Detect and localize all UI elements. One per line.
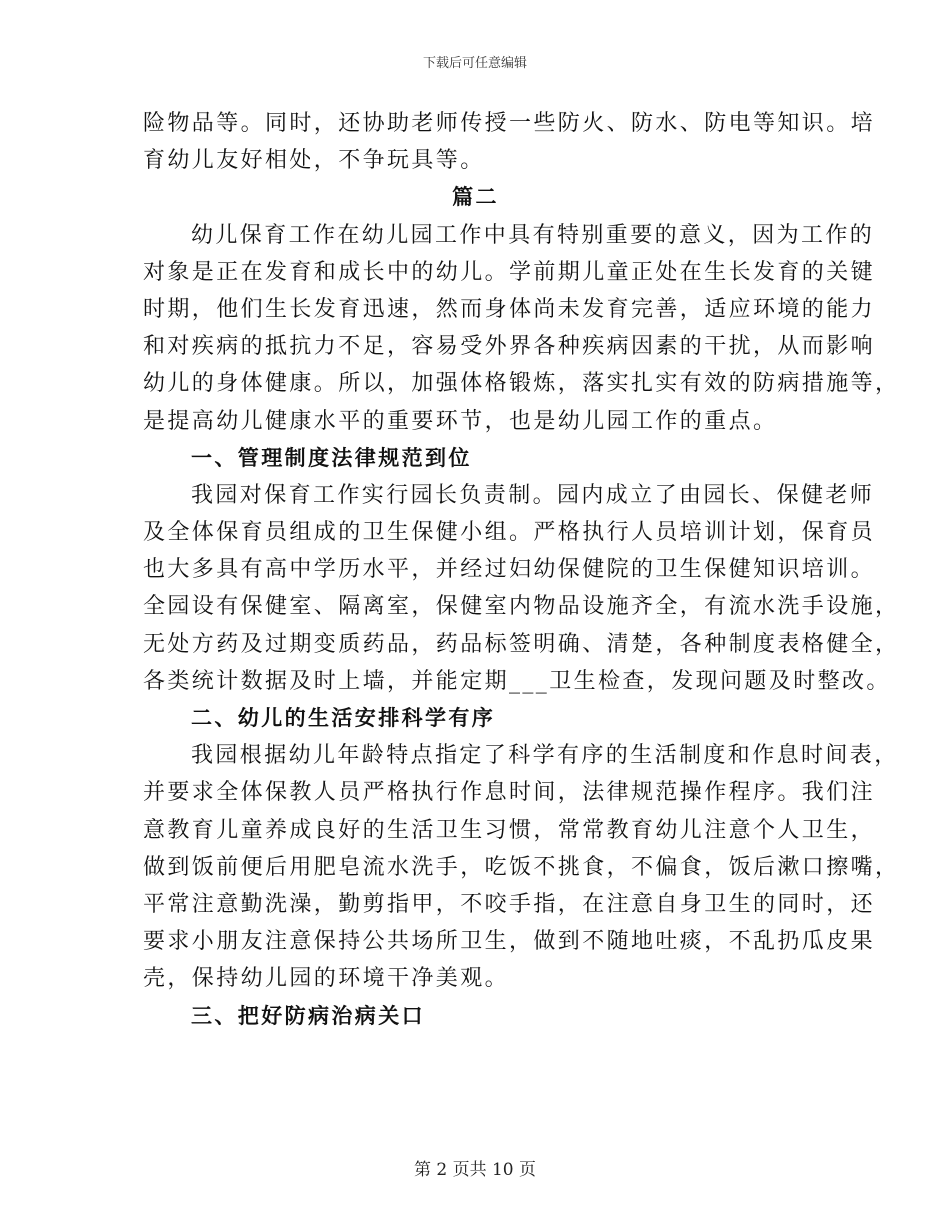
paragraph-line: 也大多具有高中学历水平，并经过妇幼保健院的卫生保健知识培训。 [143, 557, 876, 583]
paragraph-line: 壳，保持幼儿园的环境干净美观。 [143, 966, 510, 992]
paragraph-line: 我园根据幼儿年龄特点指定了科学有序的生活制度和作息时间表， [191, 743, 899, 769]
paragraph-line: 各类统计数据及时上墙，并能定期___卫生检查，发现问题及时整改。 [143, 668, 891, 694]
paragraph-line: 及全体保育员组成的卫生保健小组。严格执行人员培训计划，保育员 [143, 520, 876, 546]
paragraph-line: 做到饭前便后用肥皂流水洗手，吃饭不挑食，不偏食，饭后漱口擦嘴， [143, 854, 900, 880]
paragraph-line: 我园对保育工作实行园长负责制。园内成立了由园长、保健老师 [191, 482, 875, 508]
section-title: 篇二 [452, 185, 499, 210]
page-footer: 第 2 页共 10 页 [413, 1160, 537, 1180]
page-header: 下载后可任意编辑 [422, 56, 527, 71]
paragraph-line: 和对疾病的抵抗力不足，容易受外界各种疾病因素的干扰，从而影响 [143, 334, 876, 360]
paragraph-line: 是提高幼儿健康水平的重要环节，也是幼儿园工作的重点。 [143, 408, 778, 434]
paragraph-line: 无处方药及过期变质药品，药品标签明确、清楚，各种制度表格健全， [143, 631, 900, 657]
paragraph-line: 要求小朋友注意保持公共场所卫生，做到不随地吐痰，不乱扔瓜皮果 [143, 929, 876, 955]
heading-1: 一、管理制度法律规范到位 [191, 445, 472, 470]
paragraph-line: 对象是正在发育和成长中的幼儿。学前期儿童正处在生长发育的关键 [143, 259, 876, 285]
paragraph-line: 并要求全体保教人员严格执行作息时间，法律规范操作程序。我们注 [143, 780, 876, 806]
paragraph-line: 意教育儿童养成良好的生活卫生习惯，常常教育幼儿注意个人卫生， [143, 817, 876, 843]
paragraph-line: 全园设有保健室、隔离室，保健室内物品设施齐全，有流水洗手设施， [143, 594, 900, 620]
paragraph-line: 幼儿的身体健康。所以，加强体格锻炼，落实扎实有效的防病措施等， [143, 371, 900, 397]
document-body [143, 105, 900, 1035]
paragraph-line: 育幼儿友好相处，不争玩具等。 [143, 148, 485, 174]
paragraph-line: 幼儿保育工作在幼儿园工作中具有特别重要的意义，因为工作的 [191, 222, 875, 248]
heading-2: 二、幼儿的生活安排科学有序 [191, 706, 496, 730]
heading-3: 三、把好防病治病关口 [191, 1003, 425, 1028]
paragraph-line: 平常注意勤洗澡，勤剪指甲，不咬手指，在注意自身卫生的同时，还 [143, 891, 876, 917]
paragraph-line: 时期，他们生长发育迅速，然而身体尚未发育完善，适应环境的能力 [143, 296, 876, 322]
paragraph-line: 险物品等。同时，还协助老师传授一些防火、防水、防电等知识。培 [143, 111, 876, 136]
